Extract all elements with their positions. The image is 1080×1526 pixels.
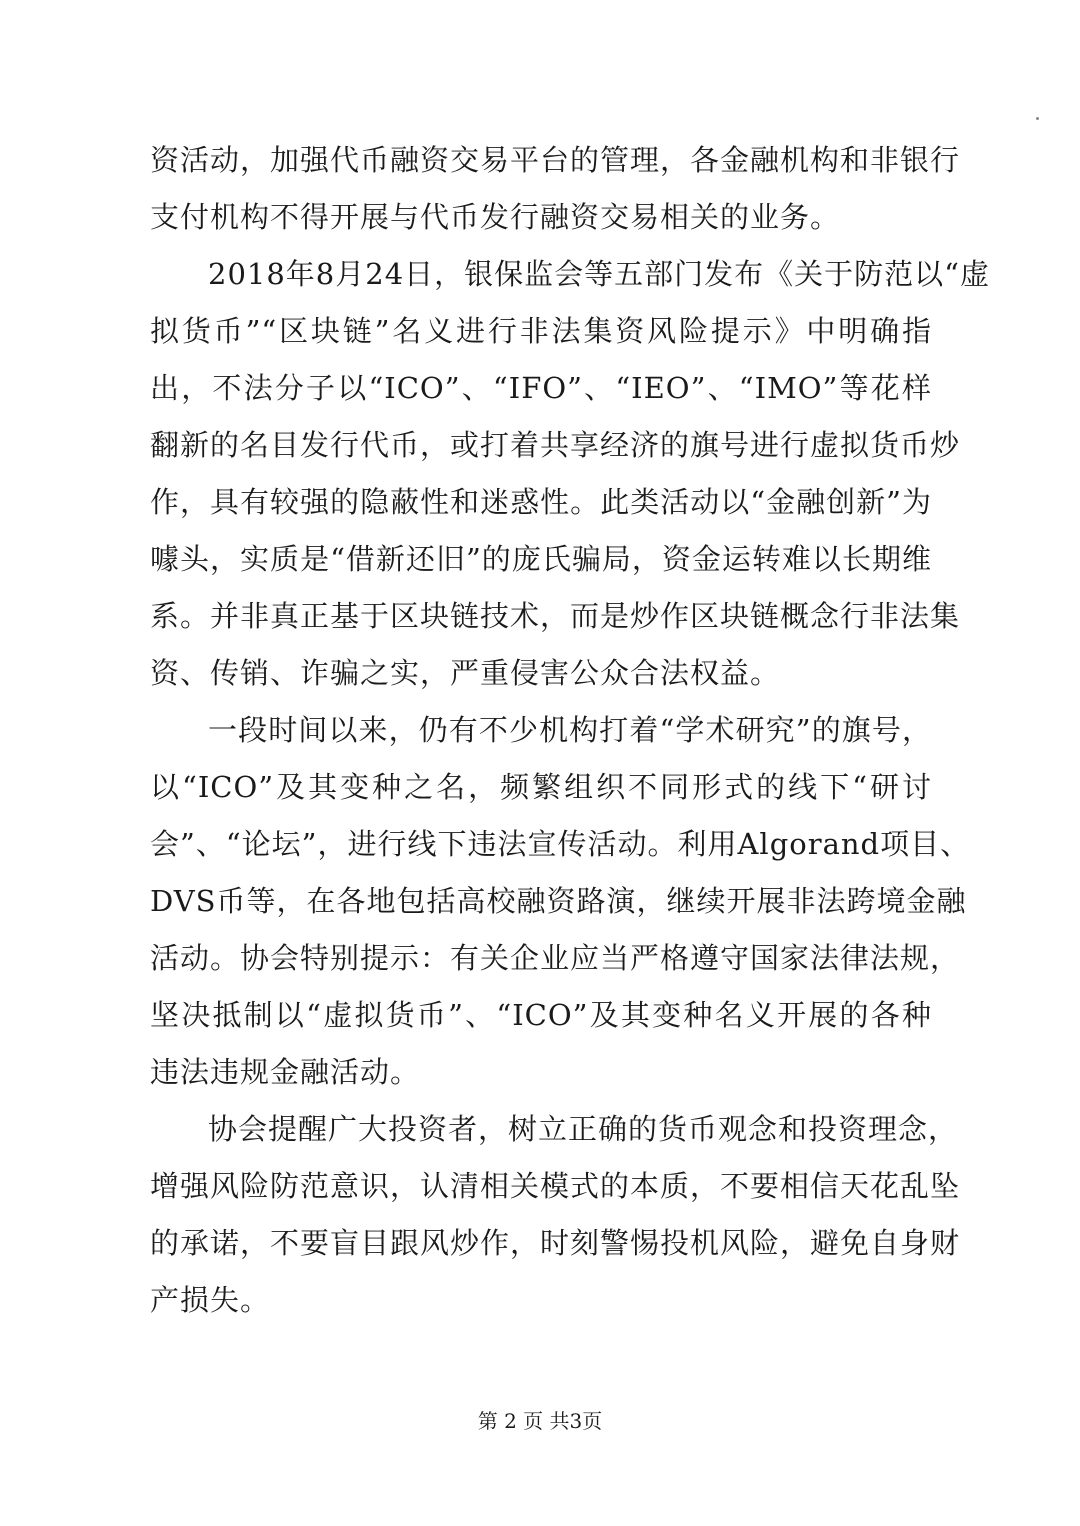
text-line: 增强风险防范意识，认清相关模式的本质，不要相信天花乱坠 bbox=[150, 1169, 961, 1203]
text-line: 违法违规金融活动。 bbox=[150, 1055, 421, 1089]
scan-speck bbox=[1036, 117, 1039, 120]
text-line: 活动。协会特别提示：有关企业应当严格遵守国家法律法规， bbox=[150, 941, 961, 975]
text-line: 的承诺，不要盲目跟风炒作，时刻警惕投机风险，避免自身财 bbox=[150, 1226, 961, 1260]
page-number-footer: 第 2 页 共3页 bbox=[477, 1409, 603, 1433]
paragraph-regulation-notice bbox=[150, 246, 990, 702]
text-line: 支付机构不得开展与代币发行融资交易相关的业务。 bbox=[150, 200, 841, 234]
text-line: DVS币等，在各地包括高校融资路演，继续开展非法跨境金融 bbox=[150, 884, 967, 918]
text-line: 翻新的名目发行代币，或打着共享经济的旗号进行虚拟货币炒 bbox=[150, 428, 961, 462]
paragraph-investor-reminder bbox=[150, 1101, 961, 1329]
paragraph-association-warning bbox=[150, 702, 971, 1101]
text-line: 产损失。 bbox=[150, 1283, 271, 1317]
text-line: 协会提醒广大投资者，树立正确的货币观念和投资理念， bbox=[208, 1112, 959, 1146]
text-line: 出，不法分子以“ICO”、“IFO”、“IEO”、“IMO”等花样 bbox=[150, 371, 932, 405]
document-body bbox=[150, 132, 990, 1329]
text-line: 坚决抵制以“虚拟货币”、“ICO”及其变种名义开展的各种 bbox=[150, 998, 932, 1032]
paragraph-continuation bbox=[150, 132, 961, 246]
text-line: 系。并非真正基于区块链技术，而是炒作区块链概念行非法集 bbox=[150, 599, 961, 633]
text-line: 以“ICO”及其变种之名，频繁组织不同形式的线下“研讨 bbox=[150, 770, 932, 804]
text-line: 噱头，实质是“借新还旧”的庞氏骗局，资金运转难以长期维 bbox=[150, 542, 932, 576]
text-line: 资、传销、诈骗之实，严重侵害公众合法权益。 bbox=[150, 656, 781, 690]
text-line: 2018年8月24日，银保监会等五部门发布《关于防范以“虚 bbox=[208, 257, 990, 291]
text-line: 会”、“论坛”，进行线下违法宣传活动。利用Algorand项目、 bbox=[150, 827, 971, 861]
text-line: 拟货币”“区块链”名义进行非法集资风险提示》中明确指 bbox=[150, 314, 932, 348]
text-line: 资活动，加强代币融资交易平台的管理，各金融机构和非银行 bbox=[150, 143, 961, 177]
text-line: 一段时间以来，仍有不少机构打着“学术研究”的旗号， bbox=[208, 713, 932, 747]
text-line: 作，具有较强的隐蔽性和迷惑性。此类活动以“金融创新”为 bbox=[150, 485, 932, 519]
